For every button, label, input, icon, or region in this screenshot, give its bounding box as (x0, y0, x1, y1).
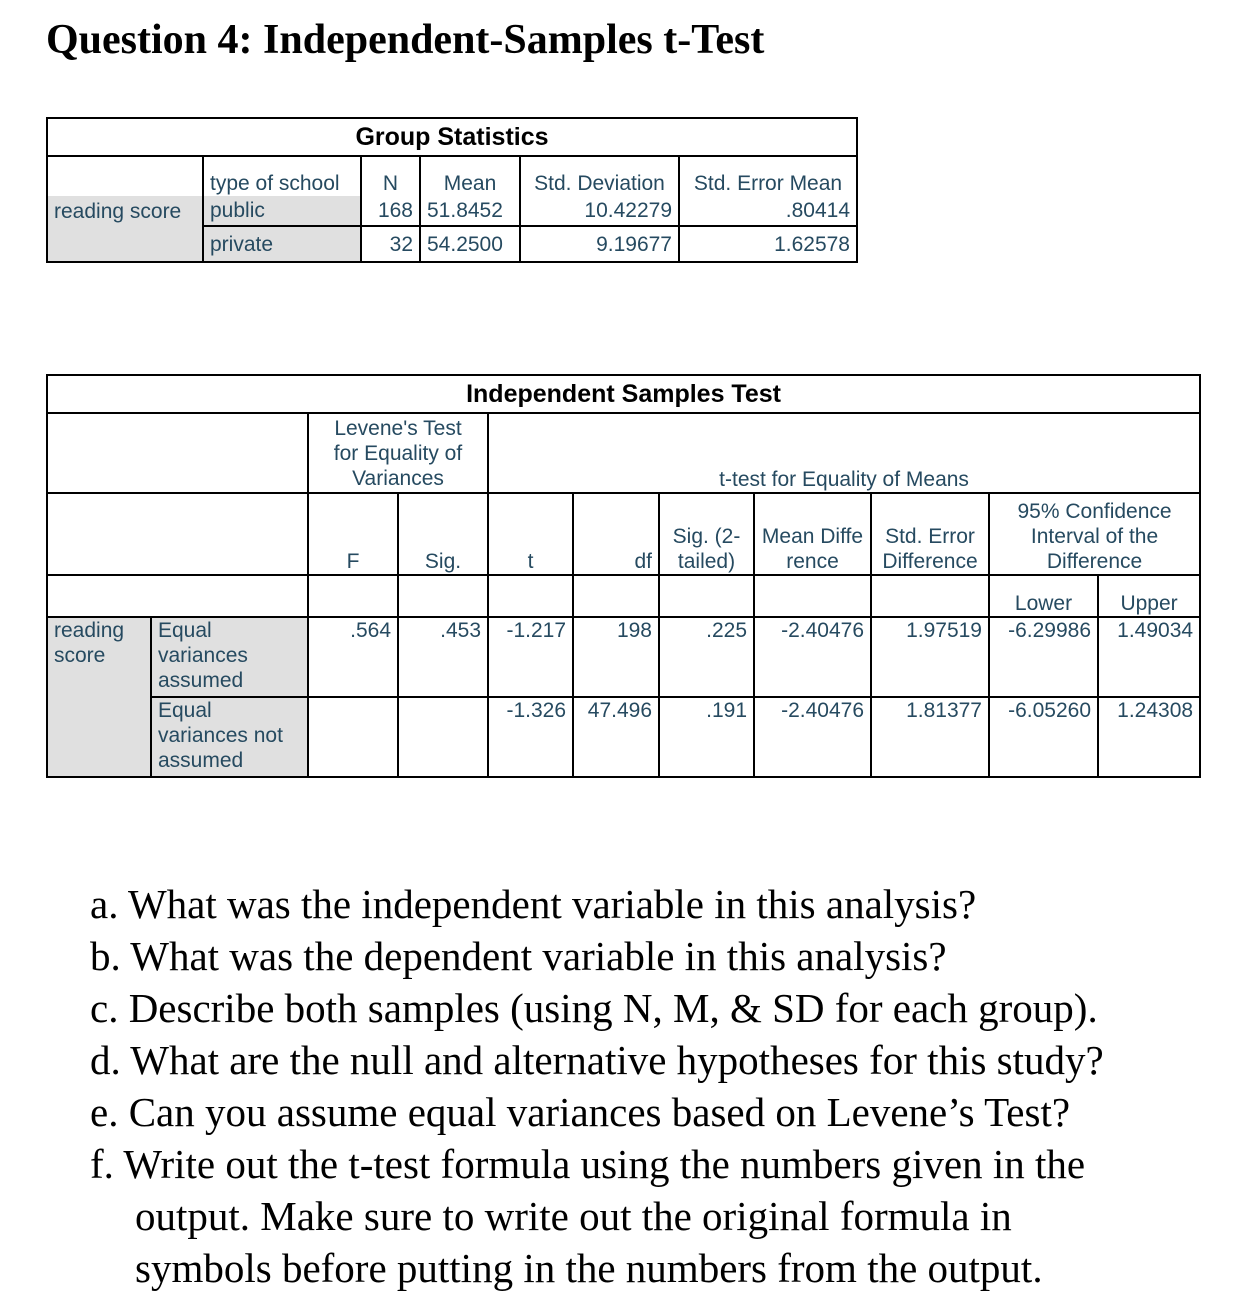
col-header-f: F (308, 493, 398, 575)
cell-std-error-mean: .80414 (679, 196, 857, 226)
cell-t: -1.326 (488, 697, 573, 777)
cell-ci-upper: 1.24308 (1098, 697, 1200, 777)
question-f-line-1: f. Write out the t-test formula using the numbers given in the (90, 1141, 1086, 1187)
col-header-t: t (488, 493, 573, 575)
cell-mean-difference: -2.40476 (754, 697, 871, 777)
col-header-std-deviation: Std. Deviation (520, 156, 679, 196)
col-header-n: N (361, 156, 420, 196)
col-header-lower: Lower (989, 575, 1098, 617)
independent-test-caption: Independent Samples Test (47, 375, 1200, 413)
empty-header-cell (871, 575, 989, 617)
cell-f: .564 (308, 617, 398, 697)
cell-ci-lower: -6.29986 (989, 617, 1098, 697)
levene-header: Levene's Test for Equality of Variances (308, 413, 488, 493)
cell-df: 47.496 (573, 697, 659, 777)
cell-sig: .453 (398, 617, 488, 697)
cell-sig (398, 697, 488, 777)
empty-header-cell (47, 575, 308, 617)
empty-header-cell (47, 493, 308, 575)
independent-samples-test-table (46, 374, 1201, 778)
ttest-header: t-test for Equality of Means (488, 413, 1200, 493)
row-group-label: private (203, 226, 361, 262)
empty-header-cell (488, 575, 573, 617)
col-header-upper: Upper (1098, 575, 1200, 617)
cell-sig-2-tailed: .191 (659, 697, 754, 777)
cell-std-error-mean: 1.62578 (679, 226, 857, 262)
question-d: d. What are the null and alternative hypotheses for this study? (90, 1037, 1104, 1083)
page-title: Question 4: Independent-Samples t-Test (46, 17, 765, 63)
col-header-df: df (573, 493, 659, 575)
row-label-equal-variances-assumed: Equal variances assumed (151, 617, 308, 697)
cell-ci-lower: -6.05260 (989, 697, 1098, 777)
cell-ci-upper: 1.49034 (1098, 617, 1200, 697)
empty-header-cell (659, 575, 754, 617)
empty-header-cell (573, 575, 659, 617)
col-header-confidence-interval: 95% Confidence Interval of the Difference (989, 493, 1200, 575)
col-header-type-of-school: type of school (203, 156, 361, 196)
empty-header-cell (47, 156, 203, 196)
row-variable-label-empty (47, 226, 203, 262)
col-header-std-error-mean: Std. Error Mean (679, 156, 857, 196)
cell-mean-difference: -2.40476 (754, 617, 871, 697)
col-header-sig-2-tailed: Sig. (2-tailed) (659, 493, 754, 575)
cell-n: 168 (361, 196, 420, 226)
empty-header-cell (47, 413, 308, 493)
cell-mean: 51.8452 (420, 196, 520, 226)
group-statistics-table (46, 117, 858, 263)
cell-std-deviation: 10.42279 (520, 196, 679, 226)
question-f-line-2: output. Make sure to write out the original formula in (135, 1193, 1012, 1239)
empty-header-cell (754, 575, 871, 617)
cell-std-error-difference: 1.97519 (871, 617, 989, 697)
col-header-sig: Sig. (398, 493, 488, 575)
row-group-label: public (203, 196, 361, 226)
question-e: e. Can you assume equal variances based on Levene’s Test? (90, 1089, 1071, 1135)
cell-n: 32 (361, 226, 420, 262)
cell-mean: 54.2500 (420, 226, 520, 262)
row-label-equal-variances-not-assumed: Equal variances not assumed (151, 697, 308, 777)
empty-header-cell (308, 575, 398, 617)
row-variable-label: reading score (47, 617, 151, 697)
cell-sig-2-tailed: .225 (659, 617, 754, 697)
cell-df: 198 (573, 617, 659, 697)
cell-std-error-difference: 1.81377 (871, 697, 989, 777)
cell-t: -1.217 (488, 617, 573, 697)
question-a: a. What was the independent variable in this analysis? (90, 881, 977, 927)
group-statistics-caption: Group Statistics (47, 118, 857, 156)
question-list (90, 878, 1230, 1294)
col-header-std-error-difference: Std. Error Difference (871, 493, 989, 575)
question-b: b. What was the dependent variable in this analysis? (90, 933, 947, 979)
row-variable-label-empty (47, 697, 151, 777)
question-f-line-3: symbols before putting in the numbers from the output. (135, 1245, 1043, 1291)
question-c: c. Describe both samples (using N, M, & SD for each group). (90, 985, 1098, 1031)
col-header-mean-difference: Mean Difference (754, 493, 871, 575)
row-variable-label: reading score (47, 196, 203, 226)
col-header-mean: Mean (420, 156, 520, 196)
cell-std-deviation: 9.19677 (520, 226, 679, 262)
empty-header-cell (398, 575, 488, 617)
cell-f (308, 697, 398, 777)
